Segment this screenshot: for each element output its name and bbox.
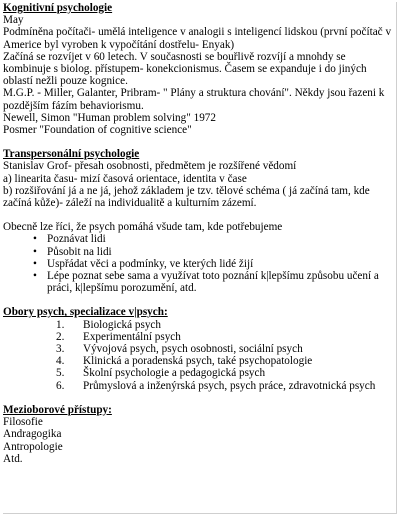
help-bullet-list (3, 233, 396, 294)
numbered-item: Biologická psych (83, 318, 161, 331)
numbered-item: Vývojová psych, psych osobnosti, sociální psych (83, 343, 303, 356)
heading-branches: Obory psych, specializace v|psych: (3, 306, 168, 319)
section-cognitive-psychology (3, 2, 396, 136)
bullet-item: • Uspřádat věci a podmínky, ve kterých lidé žijí (33, 258, 396, 270)
document-page (3, 2, 397, 514)
cognitive-line: Newell, Simon "Human problem solving" 1972 (3, 111, 216, 124)
cognitive-line: M.G.P. - Miller, Galanter, Pribram- " Plány a struktura chování". Někdy jsou řazeni k pozdějším fázím behaviorismu. (3, 87, 385, 112)
help-intro: Obecně lze říci, že psych pomáhá všude tam, kde potřebujeme (3, 221, 283, 234)
interdisciplinary-item: Antropologie (3, 440, 63, 453)
numbered-item: Průmyslová a inženýrská psych, psych práce, zdravotnická psych (83, 379, 376, 392)
spacer (3, 136, 396, 148)
numbered-item: Experimentální psych (83, 330, 181, 343)
transpersonal-line: a) linearita času- mizí časová orientace, identita v čase (3, 172, 247, 185)
heading-interdisciplinary: Mezioborové přístupy: (3, 403, 112, 416)
interdisciplinary-item: Andragogika (3, 428, 62, 441)
section-psychology-helps (3, 221, 396, 294)
spacer (3, 294, 396, 306)
cognitive-line: Podmíněna počítači- umělá inteligence v analogii s inteligencí lidskou (první počítač v Americe byl vyroben k vypočítání dostřelu- Enyak) (3, 26, 392, 51)
cognitive-line: Začíná se rozvíjet v 60 letech. V současnosti se bouřlivě rozvíjí a mnohdy se kombinuje s biolog. přístupem- konekcionismus. Časem se expanduje i do jiných oblastí nežli pouze kognice. (3, 50, 367, 88)
branches-numbered-list (3, 319, 396, 392)
cognitive-line: Posmer "Foundation of cognitive science" (3, 124, 192, 137)
numbered-item: Školní psychologie a pedagogická psych (83, 367, 266, 380)
interdisciplinary-item: Filosofie (3, 416, 43, 429)
section-transpersonal-psychology (3, 148, 396, 209)
interdisciplinary-item: Atd. (3, 452, 23, 465)
bullet-item: • Lépe poznat sebe sama a využívat toto poznání k|lepšímu způsobu učení a práci, k|lepšímu porozumění, atd. (33, 270, 396, 294)
heading-transpersonal-psychology: Transpersonální psychologie (3, 148, 140, 161)
spacer (3, 392, 396, 404)
section-interdisciplinary (3, 404, 396, 465)
transpersonal-line: b) rozšiřování já a ne já, jehož základem je tzv. tělové schéma ( já začíná tam, kde začíná kůže)- záleží na individualitě a kulturním zázemí. (3, 184, 370, 210)
spacer (3, 209, 396, 221)
transpersonal-line: Stanislav Grof- přesah osobnosti, předmětem je rozšířené vědomí (3, 160, 297, 173)
cognitive-line: May (3, 14, 24, 27)
bullet-item: • Působit na lidi (33, 246, 396, 258)
numbered-item: Klinická a poradenská psych, také psychopatologie (83, 355, 313, 368)
heading-cognitive-psychology: Kognitivní psychologie (3, 2, 113, 14)
section-branches (3, 306, 396, 391)
bullet-item: • Poznávat lidi (33, 233, 396, 245)
